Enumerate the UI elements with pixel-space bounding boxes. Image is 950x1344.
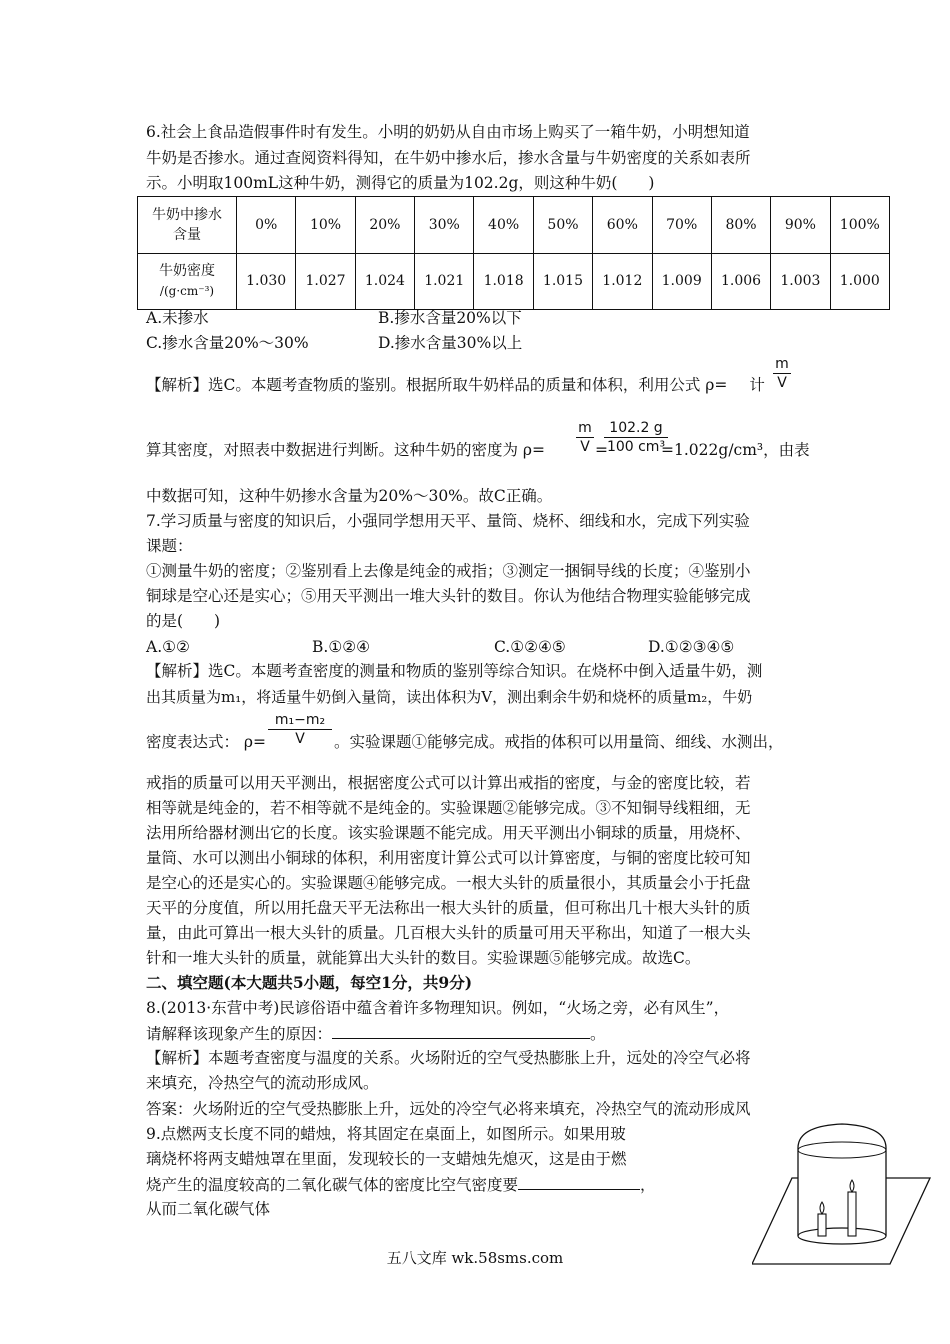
section-heading: 二、填空题(本大题共5小题，每空1分，共9分) xyxy=(146,973,473,992)
table-cell: 80% xyxy=(711,197,770,254)
q7-option-a: A.①② xyxy=(146,638,190,656)
q6-explanation-line-2: 算其密度，对照表中数据进行判断。这种牛奶的密度为 ρ= =1.022g/cm³，由表 xyxy=(146,441,810,459)
table-cell: 1.015 xyxy=(533,253,592,310)
table-cell: 50% xyxy=(533,197,592,254)
q9-line-1: 9.点燃两支长度不同的蜡烛，将其固定在桌面上，如图所示。如果用玻 xyxy=(146,1125,626,1143)
table-cell: 30% xyxy=(415,197,474,254)
table-cell: 100% xyxy=(830,197,889,254)
q6-value-fraction: $\frac{102.2 g}{\text{100 cm³}}$ xyxy=(604,419,668,456)
milk-density-table xyxy=(137,196,890,310)
q7-explanation-line-3: 密度表达式： ρ= 。实验课题①能够完成。戒指的体积可以用量筒、细线、水测出， xyxy=(146,733,784,751)
q7-line-5: 的是( ) xyxy=(146,612,221,630)
q7-option-b: B.①②④ xyxy=(312,638,371,656)
table-header-water-content: 牛奶中掺水 含量 xyxy=(138,197,237,254)
candle-beaker-figure xyxy=(752,1118,932,1268)
q7-explanation-line-1: 【解析】选C。本题考查密度的测量和物质的鉴别等综合知识。在烧杯中倒入适量牛奶，测 xyxy=(146,662,763,680)
q8-line-2: 请解释该现象产生的原因： 。 xyxy=(146,1022,606,1045)
q7-line-3: ①测量牛奶的密度；②鉴别看上去像是纯金的戒指；③测定一捆铜导线的长度；④鉴别小 xyxy=(146,562,751,580)
q8-answer-blank xyxy=(332,1022,590,1039)
q6-line-3: 示。小明取100mL这种牛奶，测得它的质量为102.2g，则这种牛奶( ) xyxy=(146,174,655,192)
table-cell: 1.000 xyxy=(830,253,889,310)
q9-line-4: 从而二氧化碳气体 xyxy=(146,1200,271,1218)
q7-option-d: D.①②③④⑤ xyxy=(648,638,735,656)
q6-line-2: 牛奶是否掺水。通过查阅资料得知，在牛奶中掺水后，掺水含量与牛奶密度的关系如表所 xyxy=(146,149,751,167)
q6-density-fraction: $\frac{m}{V}$ xyxy=(576,419,594,456)
q6-option-c: C.掺水含量20%～30% xyxy=(146,334,309,352)
table-cell: 1.027 xyxy=(296,253,355,310)
q8-answer: 答案：火场附近的空气受热膨胀上升，远处的冷空气必将来填充，冷热空气的流动形成风 xyxy=(146,1100,751,1118)
table-cell: 20% xyxy=(355,197,414,254)
q9-line-2: 璃烧杯将两支蜡烛罩在里面，发现较长的一支蜡烛先熄灭，这是由于燃 xyxy=(146,1150,627,1168)
table-cell: 1.021 xyxy=(415,253,474,310)
q6-formula-fraction: $\frac{m}{V}$ xyxy=(773,355,791,392)
q7-explanation-line-5: 相等就是纯金的，若不相等就不是纯金的。实验课题②能够完成。③不知铜导线粗细，无 xyxy=(146,799,751,817)
table-cell: 70% xyxy=(652,197,711,254)
table-cell: 40% xyxy=(474,197,533,254)
table-cell: 60% xyxy=(593,197,652,254)
q7-explanation-line-11: 针和一堆大头针的质量，就能算出大头针的数目。实验课题⑤能够完成。故选C。 xyxy=(146,949,701,967)
table-cell: 1.018 xyxy=(474,253,533,310)
beaker-outline xyxy=(798,1124,886,1236)
q7-explanation-line-10: 量，由此可算出一根大头针的质量。几百根大头针的质量可用天平称出，知道了一根大头 xyxy=(146,924,751,942)
table-cell: 1.030 xyxy=(237,253,296,310)
tall-candle xyxy=(848,1192,856,1236)
short-candle xyxy=(818,1214,826,1236)
q8-line-1: 8.(2013·东营中考)民谚俗语中蕴含着许多物理知识。例如，“火场之旁，必有风生”， xyxy=(146,999,730,1017)
table-cell: 1.006 xyxy=(711,253,770,310)
table-cell: 0% xyxy=(237,197,296,254)
q7-line-2: 课题： xyxy=(146,537,193,555)
table-row-percent xyxy=(138,197,890,254)
table-cell: 1.024 xyxy=(355,253,414,310)
table-row-density xyxy=(138,253,890,310)
q7-explanation-line-9: 天平的分度值，所以用托盘天平无法称出一根大头针的质量，但可称出几十根大头针的质 xyxy=(146,899,751,917)
q7-line-4: 铜球是空心还是实心；⑤用天平测出一堆大头针的数目。你认为他结合物理实验能够完成 xyxy=(146,587,751,605)
q6-equals-sign: = xyxy=(595,441,608,459)
table-cell: 1.012 xyxy=(593,253,652,310)
q6-explanation-line-1: 【解析】选C。本题考查物质的鉴别。根据所取牛奶样品的质量和体积，利用公式 ρ= 计 xyxy=(146,376,765,394)
q7-density-fraction: $\frac{\text{m₁−m₂}}{V}$ xyxy=(268,711,332,748)
q9-line-3: 烧产生的温度较高的二氧化碳气体的密度比空气密度要 ， xyxy=(146,1173,656,1196)
q6-option-b: B.掺水含量20%以下 xyxy=(378,309,522,327)
q7-explanation-line-2: 出其质量为m₁，将适量牛奶倒入量筒，读出体积为V，测出剩余牛奶和烧杯的质量m₂，牛奶 xyxy=(146,688,753,706)
q6-explanation-line-3: 中数据可知，这种牛奶掺水含量为20%～30%。故C正确。 xyxy=(146,487,553,505)
table-cell: 90% xyxy=(771,197,830,254)
page-footer: 五八文库 wk.58sms.com xyxy=(386,1249,564,1267)
table-cell: 1.003 xyxy=(771,253,830,310)
q7-explanation-line-8: 是空心的还是实心的。实验课题④能够完成。一根大头针的质量很小，其质量会小于托盘 xyxy=(146,874,751,892)
table-cell: 1.009 xyxy=(652,253,711,310)
table-header-density: 牛奶密度 /(g·cm⁻³) xyxy=(138,253,237,310)
q8-explanation-line-2: 来填充，冷热空气的流动形成风。 xyxy=(146,1074,379,1092)
q7-line-1: 7.学习质量与密度的知识后，小强同学想用天平、量筒、烧杯、细线和水，完成下列实验 xyxy=(146,512,750,530)
q9-answer-blank xyxy=(518,1173,640,1190)
q7-explanation-line-6: 法用所给器材测出它的长度。该实验课题不能完成。用天平测出小铜球的质量，用烧杯、 xyxy=(146,824,751,842)
q8-explanation-line-1: 【解析】本题考查密度与温度的关系。火场附近的空气受热膨胀上升，远处的冷空气必将 xyxy=(146,1049,751,1067)
table-cell: 10% xyxy=(296,197,355,254)
q6-option-d: D.掺水含量30%以上 xyxy=(378,334,523,352)
q7-option-c: C.①②④⑤ xyxy=(494,638,566,656)
q6-option-a: A.未掺水 xyxy=(146,309,209,327)
q7-explanation-line-7: 量筒、水可以测出小铜球的体积，利用密度计算公式可以计算密度，与铜的密度比较可知 xyxy=(146,849,751,867)
q7-explanation-line-4: 戒指的质量可以用天平测出，根据密度公式可以计算出戒指的密度，与金的密度比较，若 xyxy=(146,774,751,792)
q6-line-1: 6.社会上食品造假事件时有发生。小明的奶奶从自由市场上购买了一箱牛奶，小明想知道 xyxy=(146,123,750,141)
